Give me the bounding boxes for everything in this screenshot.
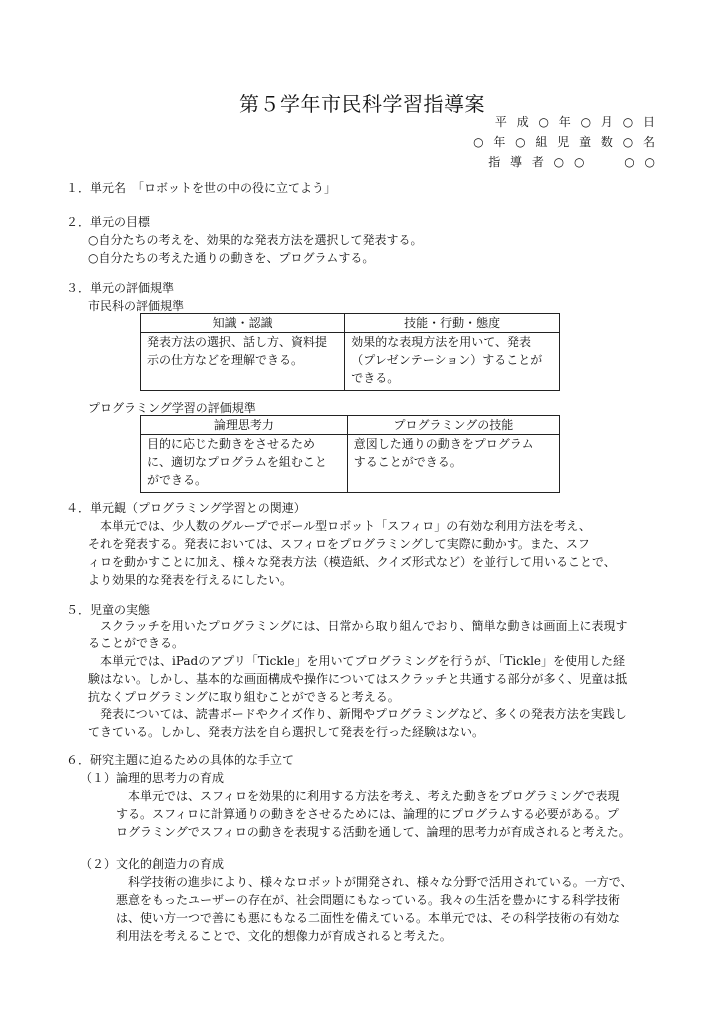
table-1-caption: 市民科の評価規準: [88, 299, 185, 313]
table-cell: [141, 435, 348, 493]
section-1-heading: １．単元名 「ロボットを世の中の役に立てよう」: [66, 181, 337, 195]
section-3-heading: ３．単元の評価規準: [66, 281, 175, 295]
cell-line: 発表方法の選択、話し方、資料提: [147, 335, 328, 349]
table-cell: [347, 435, 559, 493]
cell-line: 示の仕方などを理解できる。: [147, 353, 304, 367]
cell-line: に、適切なプログラムを組むこと: [147, 455, 327, 469]
section-4-line: 本単元では、少人数のグループでボール型ロボット「スフィロ」の有効な利用方法を考え、: [100, 519, 591, 533]
section-6-subheading: （２）文化的創造力の育成: [80, 857, 225, 871]
teacher-line: 指 導 者 ○ ○ ○ ○: [488, 155, 658, 169]
section-4-line: ィロを動かすことに加え、様々な発表方法（模造紙、クイズ形式など）を並行して用いることで、: [88, 555, 616, 569]
date-line: 平 成 ○ 年 ○ 月 ○ 日: [494, 115, 658, 129]
cell-line: 意図した通りの動きをプログラム: [353, 437, 534, 451]
evaluation-table-civic: [140, 313, 560, 391]
section-6-subheading: （１）論理的思考力の育成: [80, 771, 225, 785]
evaluation-table-programming: [140, 415, 560, 493]
section-5-line: スクラッチを用いたプログラミングには、日常から取り組んでおり、簡単な動きは画面上に表現す: [100, 619, 628, 633]
section-2-heading: ２．単元の目標: [66, 215, 151, 229]
section-2-line: ○自分たちの考えを、効果的な発表方法を選択して発表する。: [88, 233, 423, 247]
section-5-line: 験はない。しかし、基本的な画面構成や操作についてはスクラッチと共通する部分が多く、児童は抵: [88, 672, 628, 686]
section-5-line: てきている。しかし、発表方法を自ら選択して発表を行った経験はない。: [88, 725, 485, 739]
section-2-line: ○自分たちの考えた通りの動きを、プログラムする。: [88, 251, 375, 265]
section-5-line: 本単元では、iPadのアプリ「Tickle」を用いてプログラミングを行うが、「Tickle」を使用した経: [100, 654, 626, 668]
section-6-2-line: は、使い方一つで善にも悪にもなる二面性を備えている。本単元では、その科学技術の有効な: [116, 911, 621, 925]
cell-line: 効果的な表現方法を用いて、発表: [351, 335, 531, 349]
table-header: プログラミングの技能: [347, 416, 559, 435]
section-6-2-line: 利用法を考えることで、文化的想像力が育成されると考えた。: [116, 929, 452, 943]
table-cell: [141, 333, 345, 391]
page-title: 第５学年市民科学習指導案: [239, 92, 485, 116]
cell-line: （プレゼンテーション）することが: [351, 353, 543, 367]
cell-line: できる。: [351, 371, 400, 385]
table-cell: [345, 333, 560, 391]
header-meta: [473, 112, 658, 172]
section-5-line: 抗なくプログラミングに取り組むことができると考える。: [88, 690, 400, 704]
section-6-2-line: 科学技術の進歩により、様々なロボットが開発され、様々な分野で活用されている。一方で、: [128, 875, 633, 889]
section-6-1-line: ログラミングでスフィロの動きを表現する活動を通して、論理的思考力が育成されると考えた。: [116, 825, 631, 839]
cell-line: ができる。: [147, 473, 208, 487]
table-header: 技能・行動・態度: [345, 314, 560, 333]
section-6-2-line: 悪意をもったユーザーの存在が、社会問題にもなっている。我々の生活を豊かにする科学技術: [116, 893, 621, 907]
section-6-heading: ６．研究主題に迫るための具体的な手立て: [66, 753, 295, 767]
cell-line: 目的に応じた動きをさせるため: [147, 437, 316, 451]
section-5-line: ることができる。: [88, 636, 185, 650]
table-header: 論理思考力: [141, 416, 348, 435]
cell-line: することができる。: [353, 455, 462, 469]
section-5-line: 発表については、読書ボードやクイズ作り、新聞やプログラミングなど、多くの発表方法を実践し: [100, 707, 627, 721]
section-5-heading: ５．児童の実態: [66, 603, 151, 617]
class-line: ○ 年 ○ 組 児 童 数 ○ 名: [473, 135, 658, 149]
table-2-caption: プログラミング学習の評価規準: [88, 401, 256, 415]
section-4-line: より効果的な発表を行えるにしたい。: [88, 573, 293, 587]
section-6-1-line: 本単元では、スフィロを効果的に利用する方法を考え、考えた動きをプログラミングで表現: [128, 789, 620, 803]
section-6-1-line: する。スフィロに計算通りの動きをさせるためには、論理的にプログラムする必要がある。プ: [116, 807, 619, 821]
section-4-heading: ４．単元観（プログラミング学習との関連）: [66, 501, 306, 515]
table-header: 知識・認識: [141, 314, 345, 333]
section-4-line: それを発表する。発表においては、スフィロをプログラミングして実際に動かす。また、スフ: [88, 537, 590, 551]
